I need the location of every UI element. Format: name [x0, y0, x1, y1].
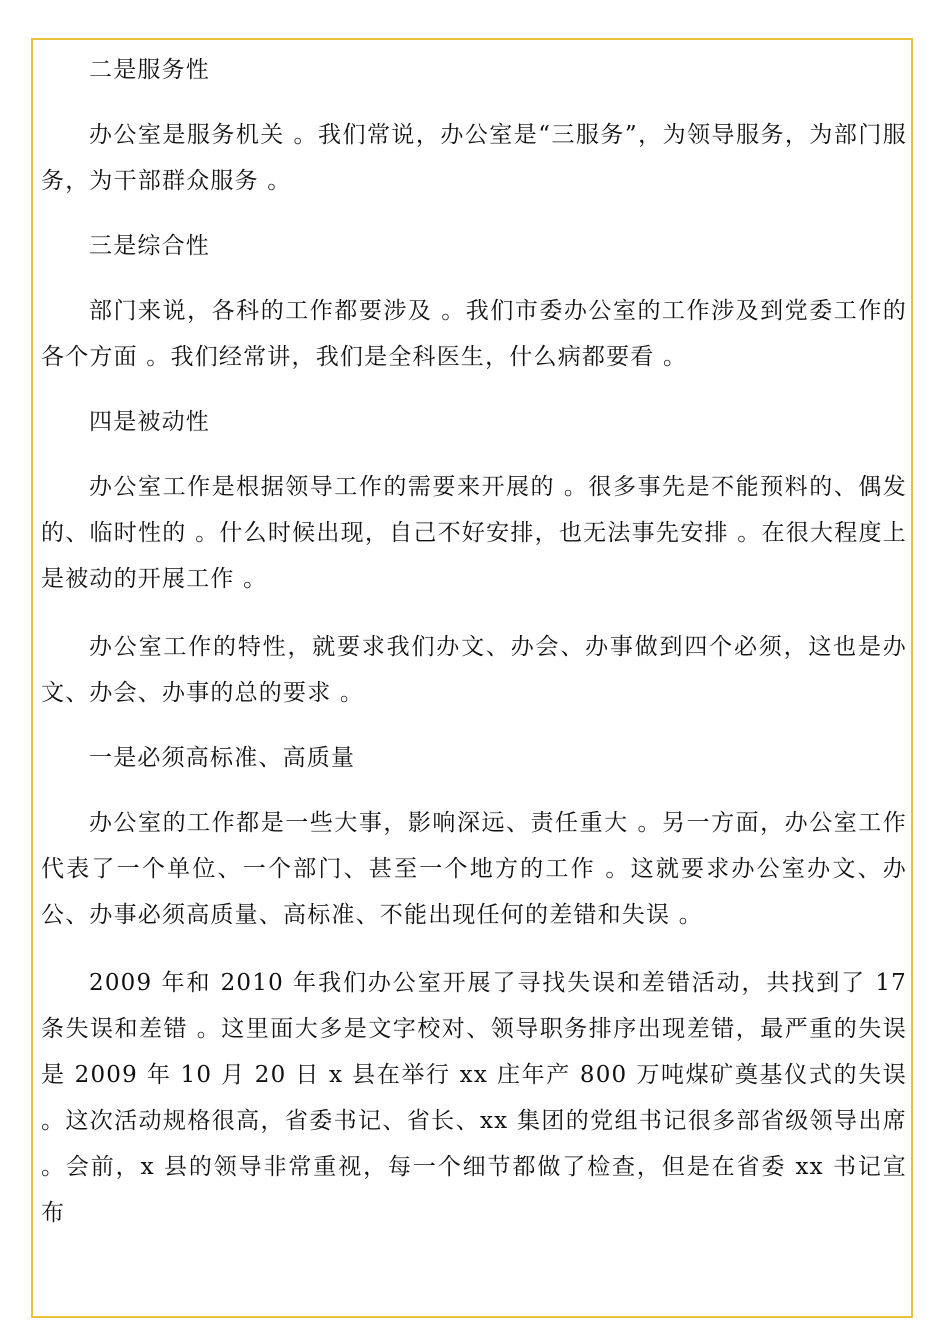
paragraph-requirements: 办公室工作的特性，就要求我们办文、办会、办事做到四个必须，这也是办文、办会、办事的总的要求 。	[41, 634, 907, 706]
section-heading-comprehensive: 三是综合性	[89, 233, 210, 259]
section-heading-service: 二是服务性	[89, 57, 210, 83]
paragraph-error-campaign: 2009 年和 2010 年我们办公室开展了寻找失误和差错活动，共找到了 17 条失误和差错 。这里面大多是文字校对、领导职务排序出现差错，最严重的失误是 2009 年 10 月 20 日 x 县在举行 xx 庄年产 800 万吨煤矿奠基仪式的失误 。这次活动规格很高，省委书记、省长、xx 集团的党组书记很多部省级领导出席 。会前，x 县的领导非常重视，每一个细节都做了检查，但是在省委 xx 书记宣布	[41, 970, 907, 1226]
section-heading-high-standard: 一是必须高标准、高质量	[89, 745, 356, 771]
paragraph-service: 办公室是服务机关 。我们常说，办公室是“三服务”，为领导服务，为部门服务，为干部群众服务 。	[41, 122, 907, 194]
paragraph-comprehensive: 部门来说，各科的工作都要涉及 。我们市委办公室的工作涉及到党委工作的各个方面 。我们经常讲，我们是全科医生，什么病都要看 。	[41, 298, 907, 370]
section-heading-passive: 四是被动性	[89, 409, 210, 435]
document-body	[41, 50, 907, 1258]
paragraph-high-standard: 办公室的工作都是一些大事，影响深远、责任重大 。另一方面，办公室工作代表了一个单位、一个部门、甚至一个地方的工作 。这就要求办公室办文、办公、办事必须高质量、高标准、不能出现任何的差错和失误 。	[41, 810, 907, 928]
paragraph-passive: 办公室工作是根据领导工作的需要来开展的 。很多事先是不能预料的、偶发的、临时性的 。什么时候出现，自己不好安排，也无法事先安排 。在很大程度上是被动的开展工作 。	[41, 474, 907, 592]
